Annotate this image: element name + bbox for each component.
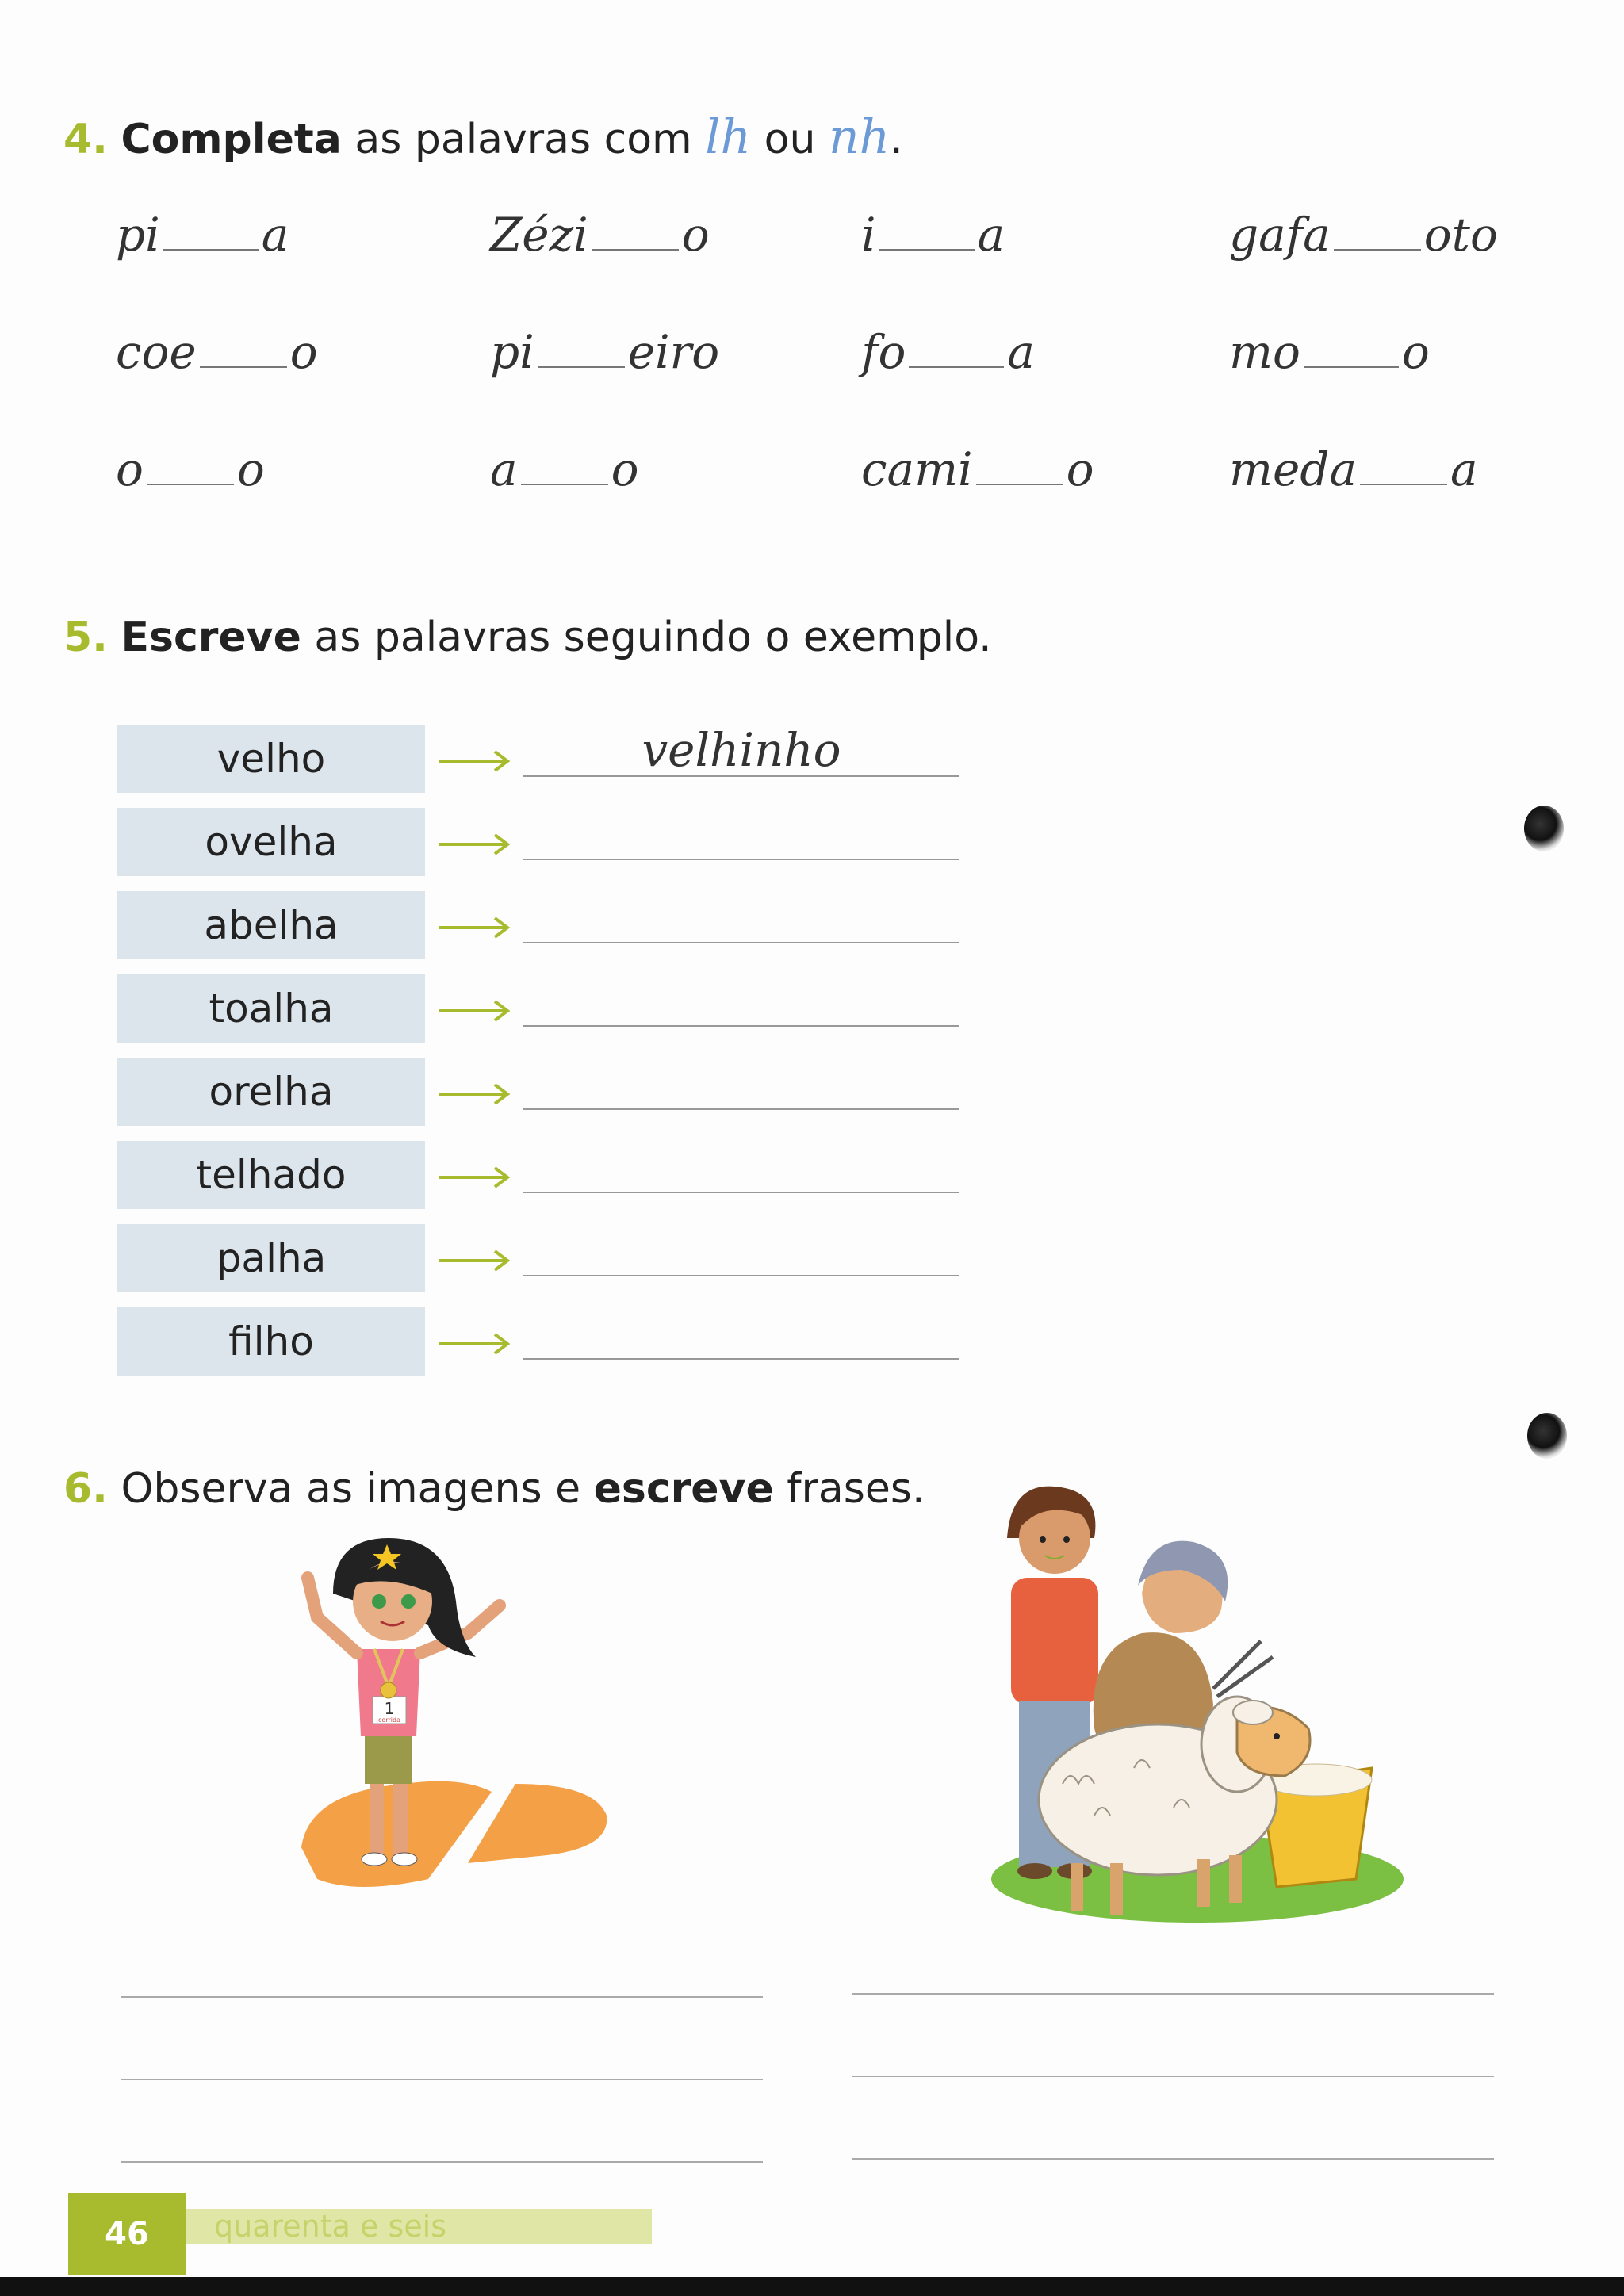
exercise-number: 6. [63,1465,108,1513]
bib-number: 1 [384,1699,395,1718]
arrow-right-icon [438,1224,512,1292]
word-box: filho [117,1307,425,1376]
arrow-right-icon [438,1058,512,1126]
binder-hole [1527,1413,1567,1459]
answer-line[interactable] [523,1275,959,1276]
writing-line[interactable] [852,1993,1494,1995]
fill-word[interactable] [1229,325,1430,379]
blank[interactable] [521,484,608,485]
fill-word[interactable] [490,325,719,379]
blank[interactable] [909,366,1004,368]
word-end: a [1450,442,1478,496]
exercise-number: 5. [63,614,108,661]
answer-line[interactable] [523,1192,959,1193]
word-box: telhado [117,1141,425,1209]
word-start: Zézi [490,208,588,262]
option-lh: lh [705,109,752,165]
blank[interactable] [976,484,1063,485]
instruction-verb: escreve [593,1465,774,1513]
writing-line[interactable] [121,1996,763,1998]
page-number-words: quarenta e seis [186,2209,652,2244]
word-end: o [289,325,318,379]
word-end: o [236,442,265,496]
blank[interactable] [538,366,625,368]
word-start: i [861,208,876,262]
option-nh: nh [828,109,891,165]
answer-line[interactable] [523,1358,959,1360]
word-end: o [1401,325,1430,379]
blank[interactable] [200,366,287,368]
instruction-verb: Escreve [121,614,301,661]
instruction-text: Observa as imagens e [121,1465,581,1513]
word-start: meda [1229,442,1358,496]
word-end: a [977,208,1005,262]
word-box: palha [117,1224,425,1292]
word-end: a [1007,325,1035,379]
blank[interactable] [1334,249,1421,251]
instruction-text: as palavras seguindo o exemplo. [314,614,992,661]
example-answer: velhinho [642,723,841,777]
fill-word[interactable] [861,325,1035,379]
exercise-6-heading [63,1465,925,1513]
arrow-right-icon [438,1141,512,1209]
word-end: oto [1423,208,1498,262]
fill-word[interactable] [116,208,289,262]
instruction-verb: Completa [121,116,342,163]
arrow-right-icon [438,1307,512,1376]
arrow-right-icon [438,808,512,876]
instruction-period: . [890,116,903,163]
word-end: o [611,442,639,496]
instruction-or: ou [764,116,816,163]
word-start: a [490,442,518,496]
word-box: ovelha [117,808,425,876]
page-number: 46 [68,2193,186,2275]
answer-line[interactable] [523,1108,959,1110]
exercise-number: 4. [63,116,108,163]
word-start: o [116,442,144,496]
writing-line[interactable] [121,2079,763,2080]
blank[interactable] [1360,484,1447,485]
instruction-text-end: frases. [787,1465,925,1513]
word-box: orelha [117,1058,425,1126]
blank[interactable] [1304,366,1399,368]
word-start: fo [861,325,906,379]
arrow-right-icon [438,725,512,793]
word-end: o [681,208,710,262]
blank[interactable] [163,249,259,251]
instruction-text: as palavras com [354,116,692,163]
blank[interactable] [147,484,234,485]
word-end: o [1066,442,1094,496]
writing-line[interactable] [852,2158,1494,2160]
girl-with-medal-illustration [285,1530,619,1927]
arrow-right-icon [438,891,512,959]
fill-word[interactable] [1229,442,1478,496]
exercise-4-heading [63,109,903,165]
fill-word[interactable] [490,442,639,496]
word-start: mo [1229,325,1300,379]
word-box: toalha [117,974,425,1043]
blank[interactable] [592,249,679,251]
answer-line[interactable] [523,859,959,860]
word-box: abelha [117,891,425,959]
blank[interactable] [879,249,975,251]
word-start: gafa [1229,208,1331,262]
page-edge [0,2277,1624,2296]
word-end: a [261,208,289,262]
answer-line[interactable] [523,775,959,777]
word-end: eiro [627,325,720,379]
word-start: cami [861,442,973,496]
bib-text: corrida [378,1716,400,1724]
word-start: pi [116,208,160,262]
answer-line[interactable] [523,942,959,943]
word-box: velho [117,725,425,793]
fill-word[interactable] [861,442,1094,496]
sheep-shearing-illustration [975,1467,1404,1927]
binder-hole [1524,806,1564,851]
exercise-5-heading [63,614,992,661]
fill-word[interactable] [1229,208,1498,262]
fill-word[interactable] [861,208,1005,262]
fill-word[interactable] [490,208,710,262]
fill-word[interactable] [116,325,318,379]
arrow-right-icon [438,974,512,1043]
word-start: pi [490,325,534,379]
writing-line[interactable] [852,2076,1494,2077]
writing-line[interactable] [121,2161,763,2163]
answer-line[interactable] [523,1025,959,1027]
word-start: coe [116,325,197,379]
fill-word[interactable] [116,442,265,496]
